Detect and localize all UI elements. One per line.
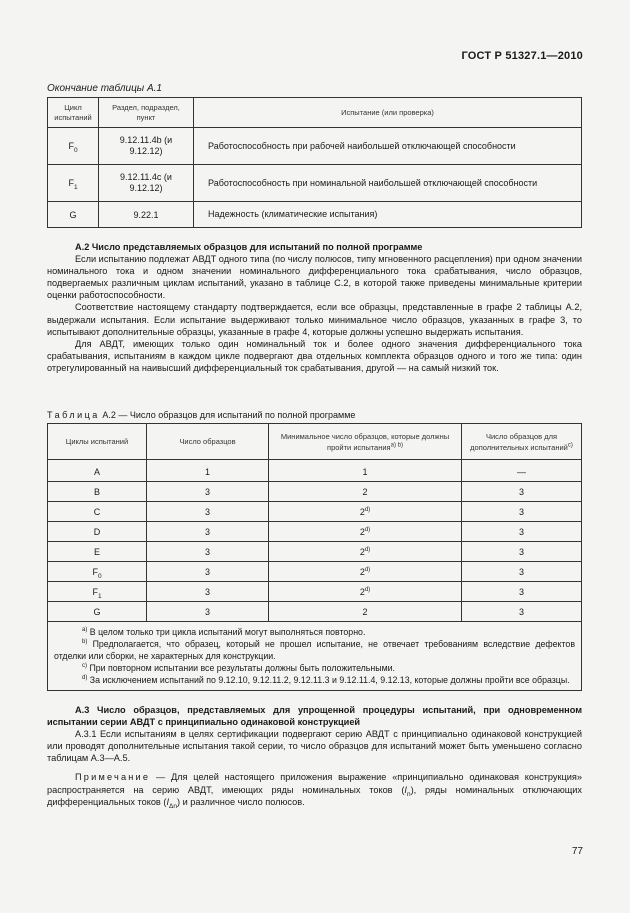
table1-header-row xyxy=(48,98,582,128)
table-row xyxy=(48,165,582,202)
table1-cycle-cell: $F_0$ xyxy=(48,128,99,165)
table2-minimum-cell: 2$^{d)}$ xyxy=(269,562,462,582)
table2-samples-cell: 3 xyxy=(147,522,269,542)
table1-caption: Окончание таблицы А.1 xyxy=(47,83,162,94)
table1 xyxy=(47,97,582,228)
table1-header-clause: Раздел, подраздел, пункт xyxy=(99,98,194,128)
table2-cycle-cell: D xyxy=(48,522,147,542)
table2-additional-cell: 3 xyxy=(462,542,582,562)
table2-header-cycles: Циклы испытаний xyxy=(48,424,147,460)
table-row xyxy=(48,562,582,582)
table2-cycle-cell: E xyxy=(48,542,147,562)
table2-samples-cell: 3 xyxy=(147,502,269,522)
table2-additional-cell: 3 xyxy=(462,562,582,582)
table2-minimum-cell: 2$^{d)}$ xyxy=(269,582,462,602)
table2-header-additional: Число образцов для дополнительных испытаний$^{c)}$ xyxy=(462,424,582,460)
table1-header-cycle: Цикл испытаний xyxy=(48,98,99,128)
table2-minimum-cell: 2$^{d)}$ xyxy=(269,542,462,562)
table-row xyxy=(48,128,582,165)
footnote-b: $^{b)}$ Предполагается, что образец, который не прошел испытание, не отвечает требованиям вследствие дефектов отделки или сборки, не характерных для конструкции. xyxy=(54,639,575,661)
table2-header-samples: Число образцов xyxy=(147,424,269,460)
table2-cycle-cell: $F_1$ xyxy=(48,582,147,602)
table2-additional-cell: 3 xyxy=(462,502,582,522)
table2-additional-cell: 3 xyxy=(462,582,582,602)
section-a2-heading: А.2 Число представляемых образцов для испытаний по полной программе xyxy=(75,242,423,252)
table2-header-row xyxy=(48,424,582,460)
table1-clause-cell: 9.22.1 xyxy=(99,202,194,228)
table2-additional-cell: 3 xyxy=(462,482,582,502)
table1-test-cell: Работоспособность при номинальной наибольшей отключающей способности xyxy=(194,165,582,202)
table-row xyxy=(48,502,582,522)
table2-cycle-cell: $F_0$ xyxy=(48,562,147,582)
table-row xyxy=(48,602,582,622)
section-a2-paragraph-3: Для АВДТ, имеющих только один номинальный ток и более одного значения дифференциального тока срабатывания, испытаниям в каждом цикле подвергают два отдельных комплекта образцов одного и того же типа: один отрегулированный на наивысший дифференциальный ток срабатывания, другой — на самый низкий ток. xyxy=(47,338,582,373)
table2-samples-cell: 3 xyxy=(147,582,269,602)
table1-header-test: Испытание (или проверка) xyxy=(194,98,582,128)
section-a2-paragraph-2: Соответствие настоящему стандарту подтверждается, если все образцы, представленные в графе 2 таблицы А.2, выдержали испытания. Если испытание выдерживают только минимальное число образцов, указанных в графе 3, то испытывают дополнительные образцы, указанные в графе 4, которые должны успешно выдержать испытания. xyxy=(47,302,582,337)
table2-samples-cell: 3 xyxy=(147,542,269,562)
table1-cycle-cell: G xyxy=(48,202,99,228)
table2-additional-cell: 3 xyxy=(462,522,582,542)
table-row xyxy=(48,460,582,482)
table-row xyxy=(48,582,582,602)
table2-samples-cell: 3 xyxy=(147,562,269,582)
table2 xyxy=(47,423,582,691)
section-a2 xyxy=(47,241,582,374)
table-row xyxy=(48,482,582,502)
table2-cycle-cell: A xyxy=(48,460,147,482)
table1-clause-cell: 9.12.11.4b (и 9.12.12) xyxy=(99,128,194,165)
footnote-c: $^{c)}$ При повторном испытании все результаты должны быть положительными. xyxy=(82,663,395,673)
table2-minimum-cell: 2 xyxy=(269,482,462,502)
table2-footnotes xyxy=(48,622,582,691)
table2-cycle-cell: C xyxy=(48,502,147,522)
table2-minimum-cell: 2 xyxy=(269,602,462,622)
footnote-d: $^{d)}$ За исключением испытаний по 9.12.10, 9.12.11.2, 9.12.11.3 и 9.12.11.4, 9.12.13, которые должны пройти все образцы. xyxy=(82,675,570,685)
table2-caption: Таблица А.2 — Число образцов для испытаний по полной программе xyxy=(47,410,356,420)
standard-number: ГОСТ Р 51327.1—2010 xyxy=(461,50,583,62)
table2-footnotes-row xyxy=(48,622,582,691)
section-a2-paragraph-1: Если испытанию подлежат АВДТ одного типа (по числу полюсов, типу мгновенного расцепления) при одном значении номинального тока и одном значении номинального дифференциального тока срабатывания, число образцов, подвергаемых различным циклам испытаний, указано в таблице С.2, в которой также приведены минимальные критерии оценки работоспособности. xyxy=(47,254,582,301)
table2-minimum-cell: 1 xyxy=(269,460,462,482)
table2-header-minimum: Минимальное число образцов, которые должны пройти испытания$^{a) b)}$ xyxy=(269,424,462,460)
table2-cycle-cell: B xyxy=(48,482,147,502)
table2-additional-cell: 3 xyxy=(462,602,582,622)
section-a3-note: Примечание — Для целей настоящего приложения выражение «принципиально одинаковая конструкция» распространяется на серию АВДТ, имеющих ряды номинальных токов $(I_n)$, ряды номинальных отключающих дифференциальных токов $(I_{\Delta n})$ и различное число полюсов. xyxy=(47,772,583,810)
page-number: 77 xyxy=(571,846,583,857)
table2-minimum-cell: 2$^{d)}$ xyxy=(269,502,462,522)
table-row xyxy=(48,202,582,228)
table1-clause-cell: 9.12.11.4c (и 9.12.12) xyxy=(99,165,194,202)
table1-test-cell: Надежность (климатические испытания) xyxy=(194,202,582,228)
table2-samples-cell: 1 xyxy=(147,460,269,482)
section-a3 xyxy=(47,704,582,808)
table-row xyxy=(48,542,582,562)
table2-additional-cell: — xyxy=(462,460,582,482)
footnote-a: $^{a)}$ В целом только три цикла испытаний могут выполняться повторно. xyxy=(82,627,366,637)
table1-cycle-cell: $F_1$ xyxy=(48,165,99,202)
table1-test-cell: Работоспособность при рабочей наибольшей отключающей способности xyxy=(194,128,582,165)
table2-samples-cell: 3 xyxy=(147,482,269,502)
table2-minimum-cell: 2$^{d)}$ xyxy=(269,522,462,542)
table2-samples-cell: 3 xyxy=(147,602,269,622)
section-a3-heading: А.3 Число образцов, представляемых для упрощенной процедуры испытаний, при одновременном испытании серии АВДТ с принципиально одинаковой конструкцией xyxy=(47,705,582,728)
section-a3-paragraph: А.3.1 Если испытаниям в целях сертификации подвергают серию АВДТ с принципиально одинаковой конструкцией или проводят дополнительные испытания такой серии, то число образцов для испытаний может быть уменьшено согласно таблицам А.3—А.5. xyxy=(47,729,582,764)
table2-cycle-cell: G xyxy=(48,602,147,622)
table-row xyxy=(48,522,582,542)
